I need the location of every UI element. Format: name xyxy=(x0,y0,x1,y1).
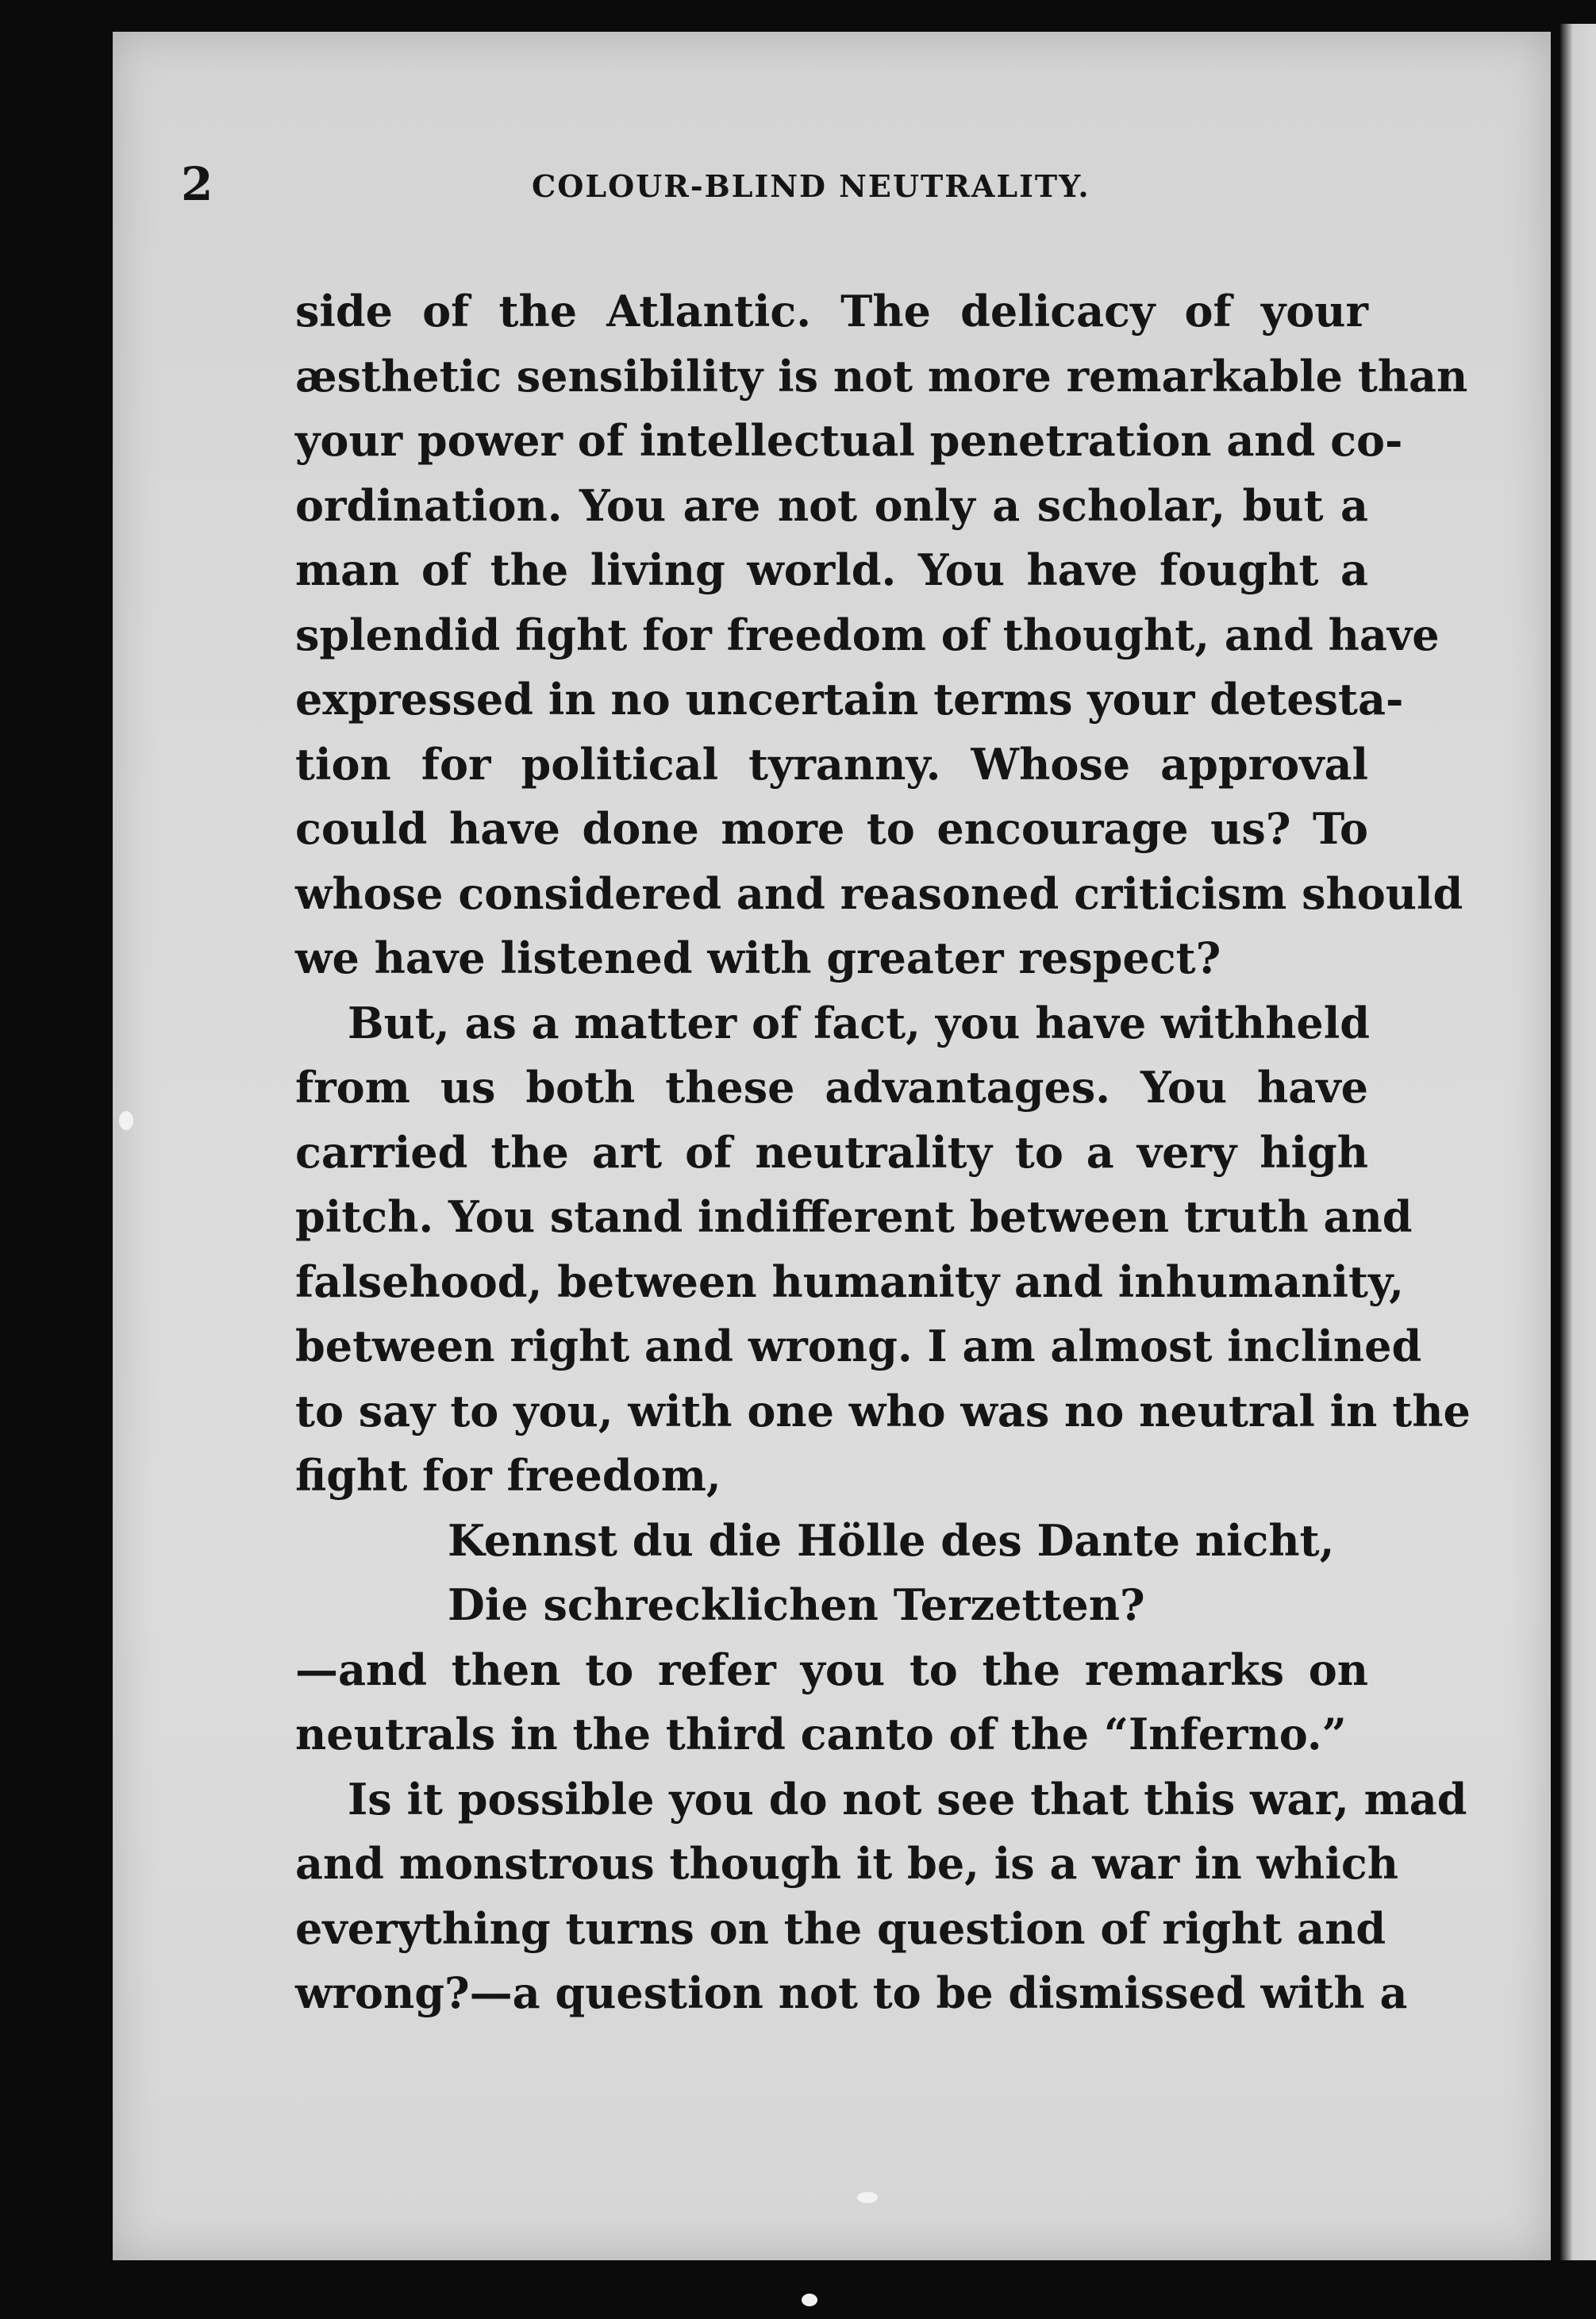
text-line: your power of intellectual penetration and co- xyxy=(295,415,1403,466)
text-line: to say to you, with one who was no neutral in the xyxy=(295,1385,1471,1436)
text-line: neutrals in the third canto of the “Inferno.” xyxy=(295,1709,1347,1759)
text-line: Is it possible you do not see that this war, mad xyxy=(348,1773,1467,1825)
page-header xyxy=(181,157,1395,221)
text-line: expressed in no uncertain terms your detesta- xyxy=(295,674,1404,725)
text-line: from us both these advantages. You have xyxy=(295,1062,1368,1113)
text-line: everything turns on the question of right and xyxy=(295,1902,1386,1954)
page-number: 2 xyxy=(181,157,213,211)
text-line: tion for political tyranny. Whose approval xyxy=(295,738,1368,790)
scan-speck xyxy=(857,2192,878,2203)
text-line: we have listened with greater respect? xyxy=(295,933,1221,983)
text-line: But, as a matter of fact, you have withheld xyxy=(348,997,1371,1048)
text-line: splendid fight for freedom of thought, and have xyxy=(295,609,1440,660)
running-head: COLOUR-BLIND NEUTRALITY. xyxy=(532,168,1090,204)
text-line: æsthetic sensibility is not more remarkable than xyxy=(295,350,1468,402)
verse-line: Die schrecklichen Terzetten? xyxy=(448,1579,1145,1630)
text-line: pitch. You stand indifferent between truth and xyxy=(295,1191,1413,1242)
text-line: man of the living world. You have fought a xyxy=(295,544,1368,595)
verse-line: Kennst du die Hölle des Dante nicht, xyxy=(448,1514,1335,1566)
text-line: side of the Atlantic. The delicacy of your xyxy=(295,286,1368,337)
text-line: fight for freedom, xyxy=(295,1450,721,1501)
scan-speck xyxy=(802,2294,817,2306)
text-line: wrong?—a question not to be dismissed with a xyxy=(295,1967,1408,2018)
text-line: whose considered and reasoned criticism should xyxy=(295,867,1463,919)
text-line: between right and wrong. I am almost inclined xyxy=(295,1321,1422,1371)
text-line: falsehood, between humanity and inhumanity, xyxy=(295,1256,1404,1307)
text-line: and monstrous though it be, is a war in which xyxy=(295,1838,1398,1889)
text-line: ordination. You are not only a scholar, but a xyxy=(295,479,1368,531)
text-line: could have done more to encourage us? To xyxy=(295,803,1368,854)
text-line: —and then to refer you to the remarks on xyxy=(295,1644,1368,1695)
body-text xyxy=(295,279,1471,2026)
facing-page-edge xyxy=(1560,24,1596,2262)
scan-speck xyxy=(119,1111,133,1130)
scan-border xyxy=(0,2260,1596,2319)
text-line: carried the art of neutrality to a very high xyxy=(295,1126,1368,1178)
